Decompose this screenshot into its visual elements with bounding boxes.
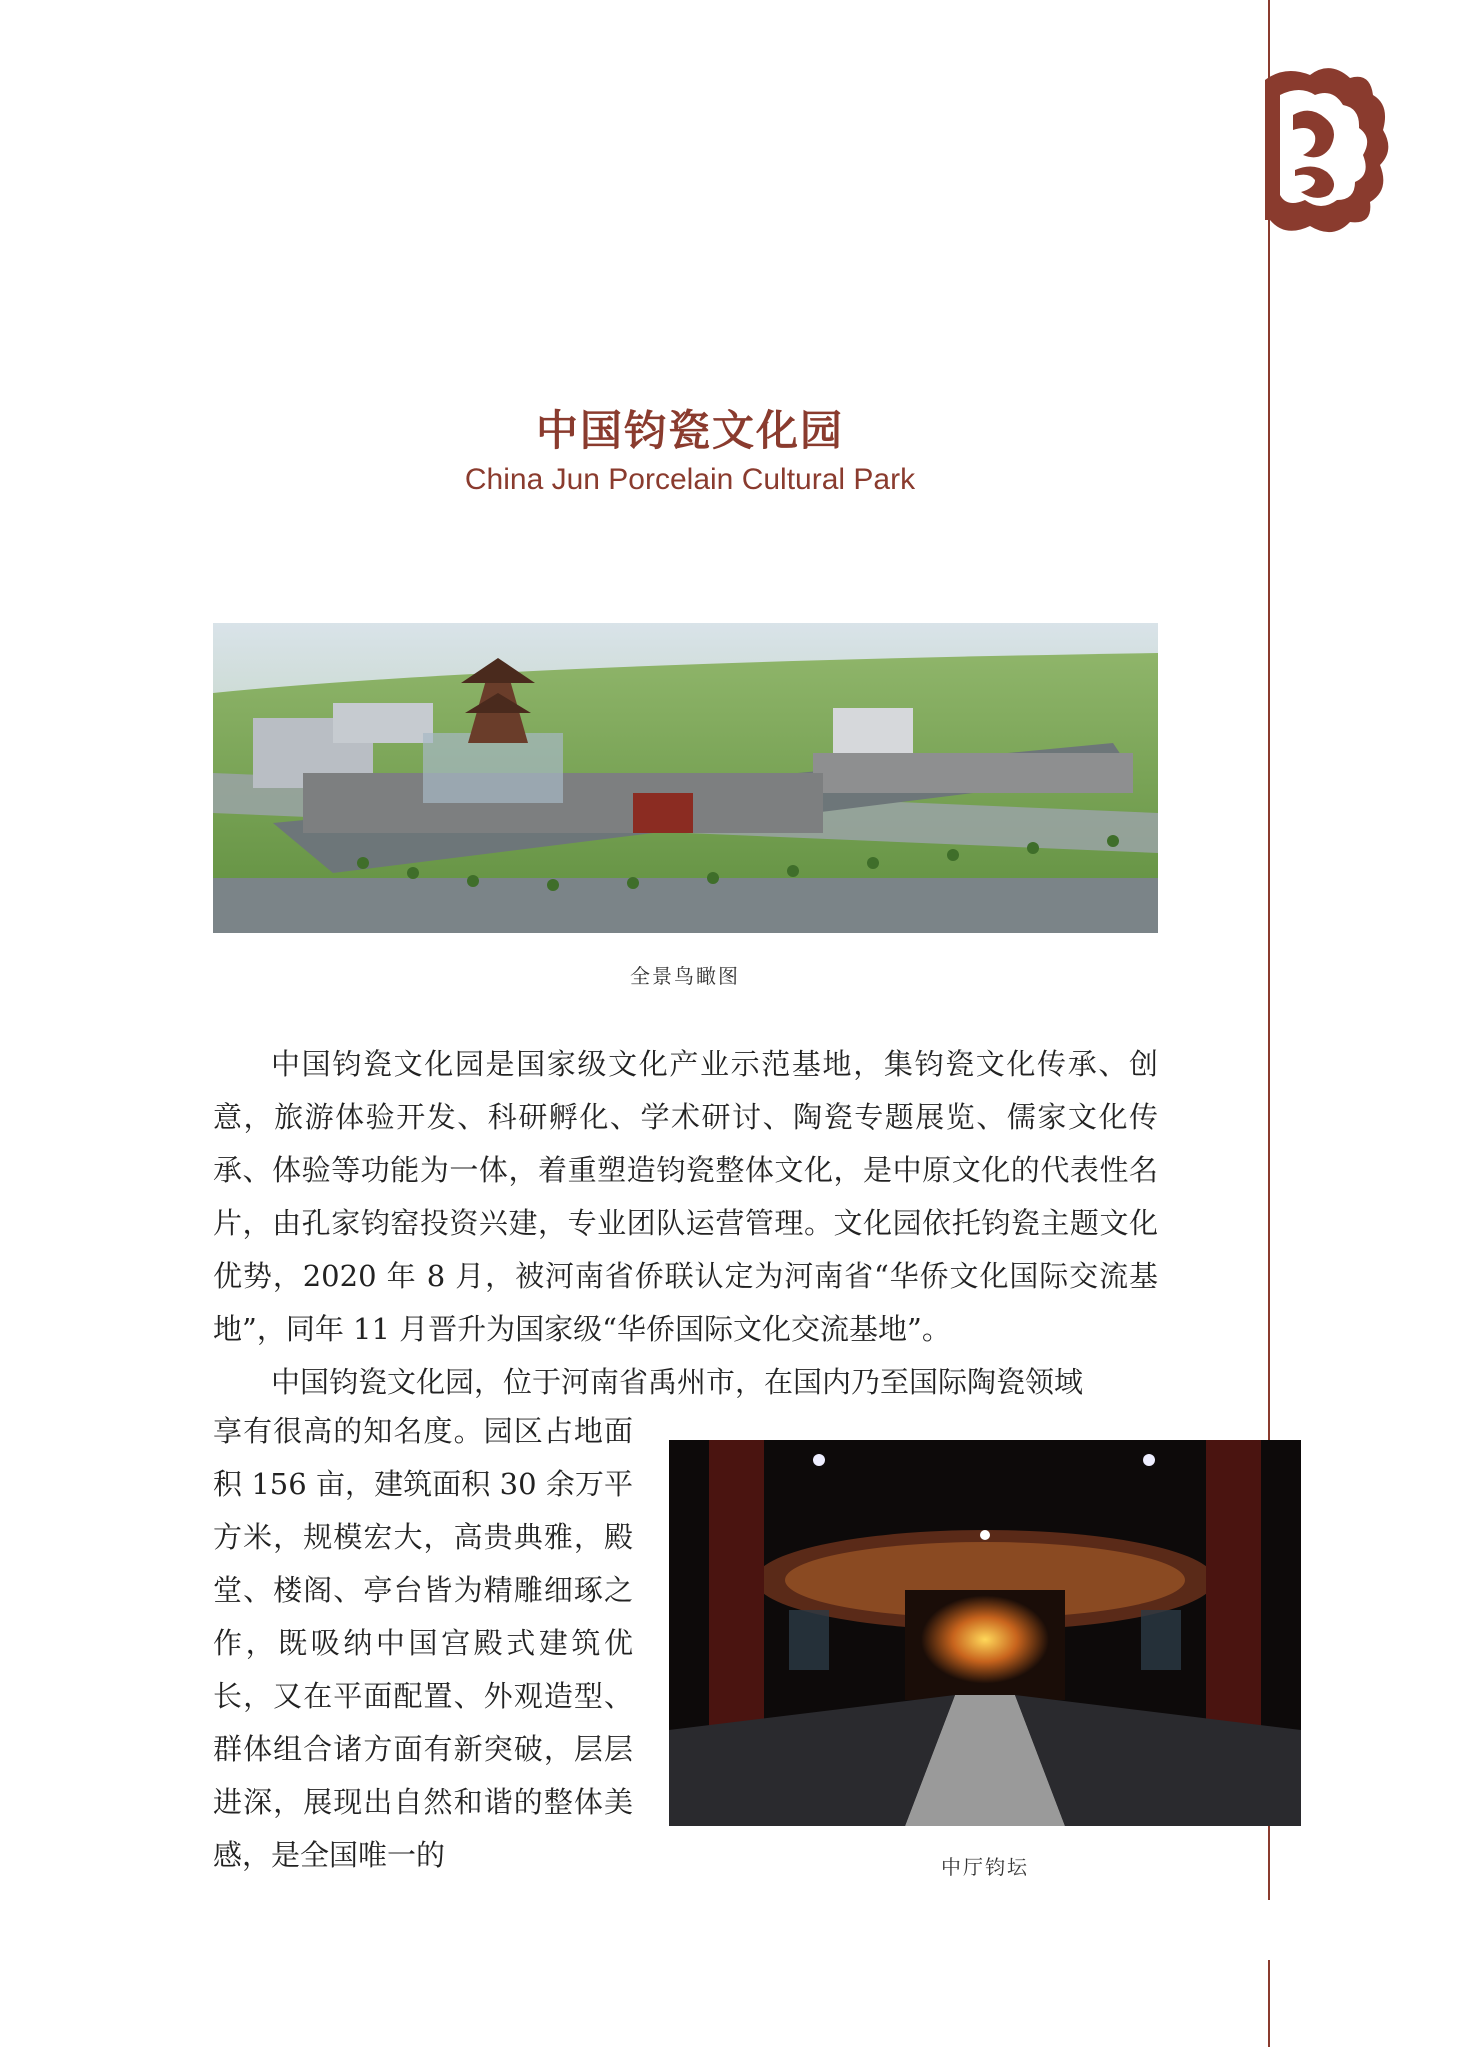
cloud-ornament-icon [1255, 60, 1390, 240]
aerial-view-photo [213, 623, 1158, 933]
central-hall-photo [669, 1440, 1301, 1826]
wrapped-paragraph: 享有很高的知名度。园区占地面积 156 亩，建筑面积 30 余万平方米，规模宏大，高贵典雅，殿堂、楼阁、亭台皆为精雕细琢之作，既吸纳中国宫殿式建筑优长，又在平面配置、外观造型、群体组合诸方面有新突破，层层进深，展现出自然和谐的整体美感，是全国唯一的 [213, 1414, 633, 1872]
page-title: 中国钧瓷文化园 [535, 406, 844, 455]
paragraph: 中国钧瓷文化园，位于河南省禹州市，在国内乃至国际陶瓷领域 [271, 1365, 1084, 1399]
page-subtitle: China Jun Porcelain Cultural Park [464, 463, 916, 496]
hall-photo-caption: 中厅钧坛 [941, 1855, 1029, 1879]
margin-rule-bottom [1268, 1960, 1270, 2047]
paragraph: 中国钧瓷文化园是国家级文化产业示范基地，集钧瓷文化传承、创意，旅游体验开发、科研孵化、学术研讨、陶瓷专题展览、儒家文化传承、体验等功能为一体，着重塑造钧瓷整体文化，是中原文化的代表性名片，由孔家钧窑投资兴建，专业团队运营管理。文化园依托钧瓷主题文化优势，2020 年 8 月，被河南省侨联认定为河南省“华侨文化国际交流基地”，同年 11 月晋升为国家级“华侨国际文化交流基地”。 [213, 1047, 1158, 1346]
body-text [213, 1038, 1158, 1409]
aerial-photo-caption: 全景鸟瞰图 [630, 964, 740, 988]
